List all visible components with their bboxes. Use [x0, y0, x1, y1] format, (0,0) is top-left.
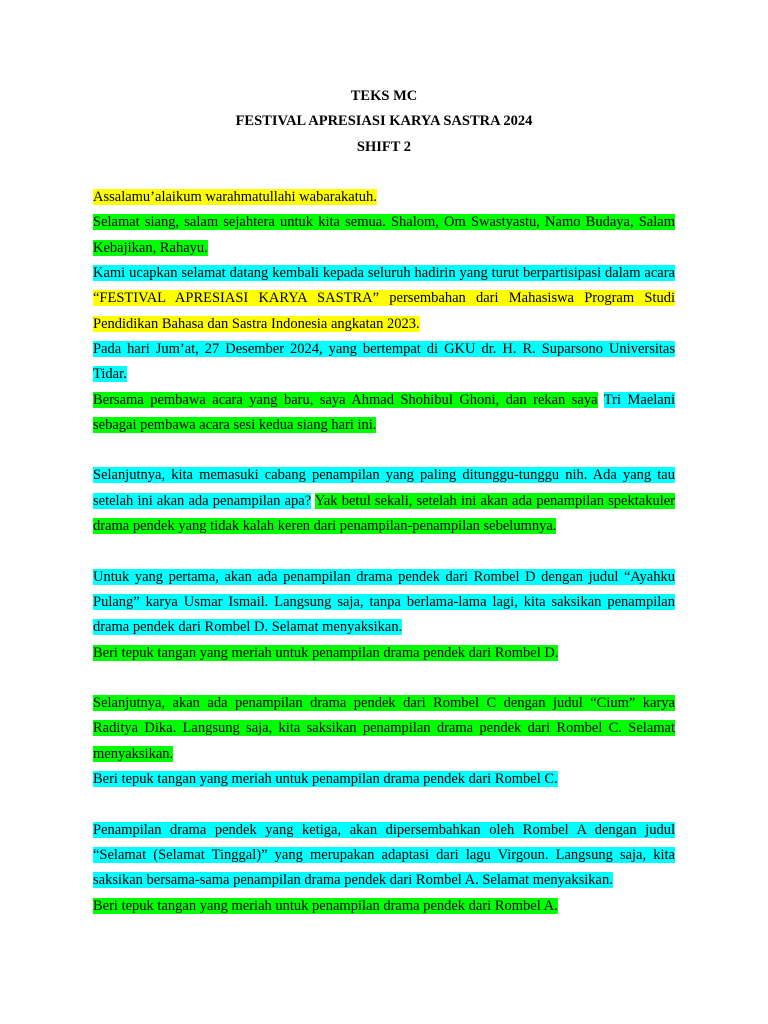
title-line-3: SHIFT 2 [356, 138, 412, 155]
highlighted-text: Selanjutnya, akan ada penampilan drama pendek dari Rombel C dengan judul “Cium” karya Raditya Dika. Langsung saja, kita saksikan penampilan drama pendek dari Rombel C. Selamat menyaksikan. [93, 695, 675, 762]
highlighted-text: Beri tepuk tangan yang meriah untuk penampilan drama pendek dari Rombel C. [93, 771, 558, 788]
paragraph-applause-d [93, 641, 675, 666]
paragraph-rombel-a [93, 818, 675, 894]
highlighted-text: Tri Maelani [603, 391, 675, 408]
paragraph-gap [93, 539, 675, 564]
title-line-2: FESTIVAL APRESIASI KARYA SASTRA 2024 [235, 113, 533, 130]
paragraph-next-branch [93, 463, 675, 539]
document-page [93, 84, 675, 919]
highlighted-text: Untuk yang pertama, akan ada penampilan drama pendek dari Rombel D dengan judul “Ayahku Pulang” karya Usmar Ismail. Langsung saja, tanpa berlama-lama lagi, kita saksikan penampilan drama pendek dari Rombel D. Selamat menyaksikan. [93, 568, 675, 636]
document-body [93, 185, 675, 919]
title-gap [93, 160, 675, 185]
paragraph-welcome [93, 261, 675, 337]
highlighted-text: Selamat siang, salam sejahtera untuk kita semua. Shalom, Om Swastyastu, Namo Budaya, Salam Kebajikan, Rahayu. [93, 214, 675, 256]
title-line-1: TEKS MC [350, 88, 418, 104]
paragraph-hosts [93, 388, 675, 439]
highlighted-text: Yak betul sekali, setelah ini akan ada penampilan spektakuler drama pendek yang tidak kalah keren dari penampilan-penampilan sebelumnya. [93, 492, 675, 535]
highlighted-text: Penampilan drama pendek yang ketiga, akan dipersembahkan oleh Rombel A dengan judul “Selamat (Selamat Tinggal)” yang merupakan adaptasi dari lagu Virgoun. Langsung saja, kita saksikan bersama-sama penampilan drama pendek dari Rombel A. Selamat menyaksikan. [93, 821, 675, 889]
paragraph-date-place [93, 337, 675, 388]
highlighted-text: Selanjutnya, kita memasuki cabang penampilan yang paling ditunggu-tunggu nih. Ada yang tau setelah ini akan ada penampilan apa? [93, 467, 675, 509]
highlighted-text: Kami ucapkan selamat datang kembali kepada seluruh hadirin yang turut berpartisipasi dalam acara [93, 265, 675, 282]
highlighted-text: Assalamu’alaikum warahmatullahi wabarakatuh. [93, 189, 377, 206]
highlighted-text: Beri tepuk tangan yang meriah untuk penampilan drama pendek dari Rombel D. [93, 644, 559, 661]
highlighted-text: sebagai pembawa acara sesi kedua siang hari ini. [93, 416, 377, 433]
highlighted-text: Beri tepuk tangan yang meriah untuk penampilan drama pendek dari Rombel A. [93, 897, 558, 914]
paragraph-rombel-d [93, 565, 675, 641]
document-title [93, 84, 675, 160]
highlighted-text: Pada hari Jum’at, 27 Desember 2024, yang bertempat di GKU dr. H. R. Suparsono Universitas Tidar. [93, 340, 675, 383]
paragraph-gap [93, 792, 675, 817]
paragraph-applause-a [93, 894, 675, 919]
paragraph-applause-c [93, 767, 675, 792]
paragraph-greeting [93, 185, 675, 210]
paragraph-salam [93, 210, 675, 261]
highlighted-text: “FESTIVAL APRESIASI KARYA SASTRA” persembahan dari Mahasiswa Program Studi Pendidikan Bahasa dan Sastra Indonesia angkatan 2023. [93, 290, 675, 332]
paragraph-gap [93, 438, 675, 463]
plain-text [598, 392, 604, 408]
paragraph-gap [93, 666, 675, 691]
highlighted-text: Bersama pembawa acara yang baru, saya Ahmad Shohibul Ghoni, dan rekan saya [93, 391, 598, 408]
paragraph-rombel-c [93, 691, 675, 767]
